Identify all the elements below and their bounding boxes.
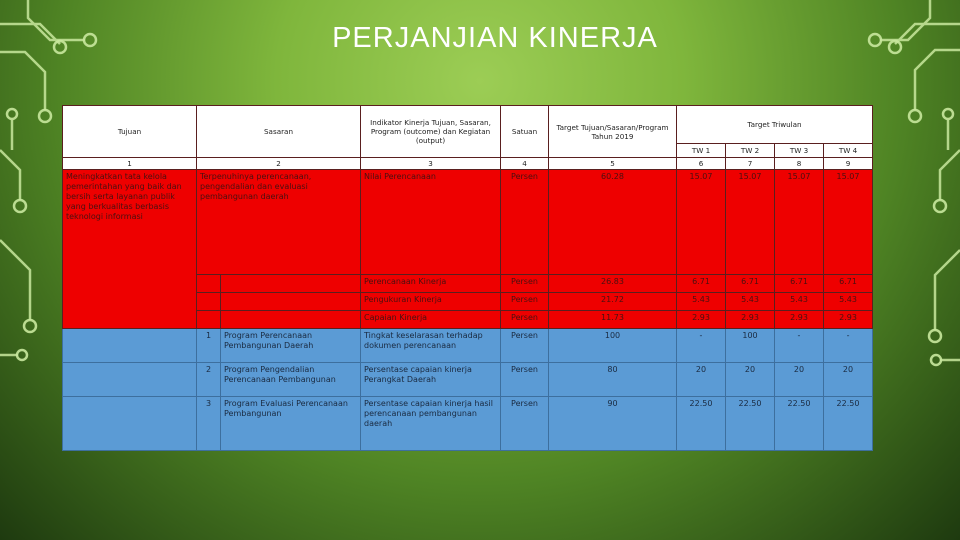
tw-cell: -	[775, 329, 824, 363]
tw-cell: 5.43	[775, 293, 824, 311]
target-cell: 26.83	[549, 275, 677, 293]
indikator-cell: Pengukuran Kinerja	[361, 293, 501, 311]
empty-cell	[197, 311, 221, 329]
tujuan-cell: Meningkatkan tata kelola pemerintahan yang baik dan bersih serta layanan publik yang berkualitas berbasis teknologi informasi	[63, 170, 197, 329]
column-number: 6	[677, 158, 726, 170]
table-row	[63, 397, 873, 451]
tw-cell: 15.07	[677, 170, 726, 275]
performance-agreement-table	[62, 105, 873, 451]
target-cell: 21.72	[549, 293, 677, 311]
tw-cell: 15.07	[726, 170, 775, 275]
empty-cell	[197, 293, 221, 311]
tw-cell: -	[677, 329, 726, 363]
tw-cell: 2.93	[775, 311, 824, 329]
column-number: 9	[824, 158, 873, 170]
satuan-cell: Persen	[501, 170, 549, 275]
empty-cell	[221, 293, 361, 311]
target-cell: 90	[549, 397, 677, 451]
column-number: 5	[549, 158, 677, 170]
header-tw4: TW 4	[824, 144, 873, 158]
tw-cell: 6.71	[726, 275, 775, 293]
tw-cell: 6.71	[775, 275, 824, 293]
empty-cell	[221, 275, 361, 293]
column-number: 3	[361, 158, 501, 170]
target-cell: 80	[549, 363, 677, 397]
header-tujuan: Tujuan	[63, 106, 197, 158]
tw-cell: 20	[726, 363, 775, 397]
program-number: 1	[197, 329, 221, 363]
tw-cell: 20	[677, 363, 726, 397]
target-cell: 100	[549, 329, 677, 363]
satuan-cell: Persen	[501, 311, 549, 329]
header-target-triwulan: Target Triwulan	[677, 106, 873, 144]
column-number: 2	[197, 158, 361, 170]
column-number: 8	[775, 158, 824, 170]
program-cell: Program Pengendalian Perencanaan Pembangunan	[221, 363, 361, 397]
indikator-cell: Persentase capaian kinerja hasil perencanaan pembangunan daerah	[361, 397, 501, 451]
header-tw2: TW 2	[726, 144, 775, 158]
header-indikator: Indikator Kinerja Tujuan, Sasaran, Program (outcome) dan Kegiatan (output)	[361, 106, 501, 158]
tw-cell: 2.93	[726, 311, 775, 329]
indikator-cell: Capaian Kinerja	[361, 311, 501, 329]
empty-cell	[197, 275, 221, 293]
empty-cell	[63, 329, 197, 363]
tw-cell: 15.07	[775, 170, 824, 275]
indikator-cell: Perencanaan Kinerja	[361, 275, 501, 293]
header-satuan: Satuan	[501, 106, 549, 158]
tw-cell: -	[824, 329, 873, 363]
tw-cell: 5.43	[824, 293, 873, 311]
table-row	[63, 363, 873, 397]
satuan-cell: Persen	[501, 275, 549, 293]
sasaran-cell: Terpenuhinya perencanaan, pengendalian dan evaluasi pembangunan daerah	[197, 170, 361, 275]
indikator-cell: Nilai Perencanaan	[361, 170, 501, 275]
slide-title: PERJANJIAN KINERJA	[332, 22, 658, 54]
column-number: 4	[501, 158, 549, 170]
target-cell: 60.28	[549, 170, 677, 275]
column-number: 7	[726, 158, 775, 170]
column-number: 1	[63, 158, 197, 170]
satuan-cell: Persen	[501, 397, 549, 451]
header-tw3: TW 3	[775, 144, 824, 158]
indikator-cell: Tingkat keselarasan terhadap dokumen perencanaan	[361, 329, 501, 363]
tw-cell: 20	[775, 363, 824, 397]
header-tw1: TW 1	[677, 144, 726, 158]
tw-cell: 22.50	[726, 397, 775, 451]
program-cell: Program Perencanaan Pembangunan Daerah	[221, 329, 361, 363]
header-target: Target Tujuan/Sasaran/Program Tahun 2019	[549, 106, 677, 158]
target-cell: 11.73	[549, 311, 677, 329]
tw-cell: 15.07	[824, 170, 873, 275]
program-cell: Program Evaluasi Perencanaan Pembangunan	[221, 397, 361, 451]
satuan-cell: Persen	[501, 363, 549, 397]
empty-cell	[63, 397, 197, 451]
tw-cell: 5.43	[677, 293, 726, 311]
tw-cell: 2.93	[824, 311, 873, 329]
tw-cell: 2.93	[677, 311, 726, 329]
header-sasaran: Sasaran	[197, 106, 361, 158]
program-number: 3	[197, 397, 221, 451]
program-number: 2	[197, 363, 221, 397]
tw-cell: 22.50	[677, 397, 726, 451]
empty-cell	[63, 363, 197, 397]
table-row	[63, 170, 873, 275]
table-row	[63, 329, 873, 363]
tw-cell: 100	[726, 329, 775, 363]
tw-cell: 20	[824, 363, 873, 397]
tw-cell: 5.43	[726, 293, 775, 311]
satuan-cell: Persen	[501, 329, 549, 363]
tw-cell: 22.50	[824, 397, 873, 451]
satuan-cell: Persen	[501, 293, 549, 311]
tw-cell: 6.71	[824, 275, 873, 293]
indikator-cell: Persentase capaian kinerja Perangkat Daerah	[361, 363, 501, 397]
empty-cell	[221, 311, 361, 329]
tw-cell: 6.71	[677, 275, 726, 293]
tw-cell: 22.50	[775, 397, 824, 451]
